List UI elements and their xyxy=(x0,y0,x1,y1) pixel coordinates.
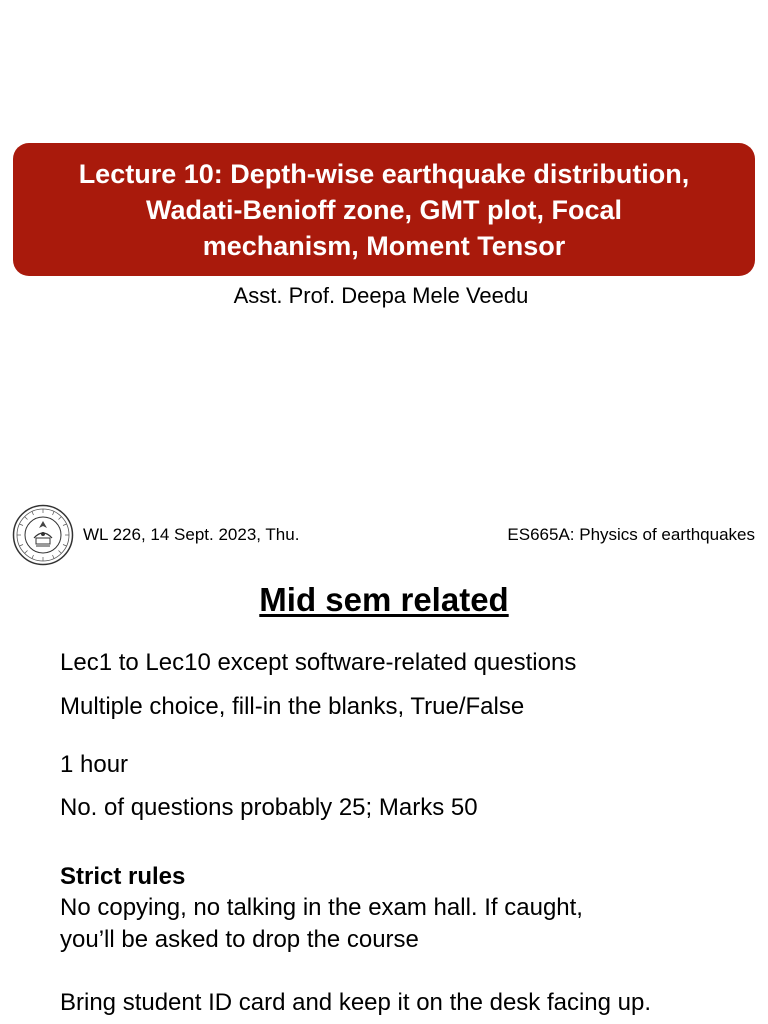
author-name: Asst. Prof. Deepa Mele Veedu xyxy=(233,283,529,308)
footer-course-name: ES665A: Physics of earthquakes xyxy=(507,525,755,544)
lecture-title-line-3: mechanism, Moment Tensor xyxy=(202,230,566,261)
rules-heading: Strict rules xyxy=(60,863,186,890)
institute-seal-icon xyxy=(12,504,74,566)
rule-line-2: you’ll be asked to drop the course xyxy=(60,926,419,953)
info-item-syllabus: Lec1 to Lec10 except software-related questions xyxy=(60,649,577,676)
info-item-marks: No. of questions probably 25; Marks 50 xyxy=(60,794,478,821)
footer-venue-date: WL 226, 14 Sept. 2023, Thu. xyxy=(83,525,300,544)
rule-line-1: No copying, no talking in the exam hall. If caught, xyxy=(60,894,583,921)
info-item-duration: 1 hour xyxy=(60,751,129,778)
lecture-title-line-2: Wadati-Benioff zone, GMT plot, Focal xyxy=(146,194,622,225)
rule-line-3: Bring student ID card and keep it on the desk facing up. xyxy=(60,989,652,1016)
section-heading: Mid sem related xyxy=(259,581,509,618)
lecture-title-banner xyxy=(13,143,755,276)
lecture-title-line-1: Lecture 10: Depth-wise earthquake distribution, xyxy=(78,158,690,189)
info-item-question-types: Multiple choice, fill-in the blanks, True/False xyxy=(60,693,525,720)
